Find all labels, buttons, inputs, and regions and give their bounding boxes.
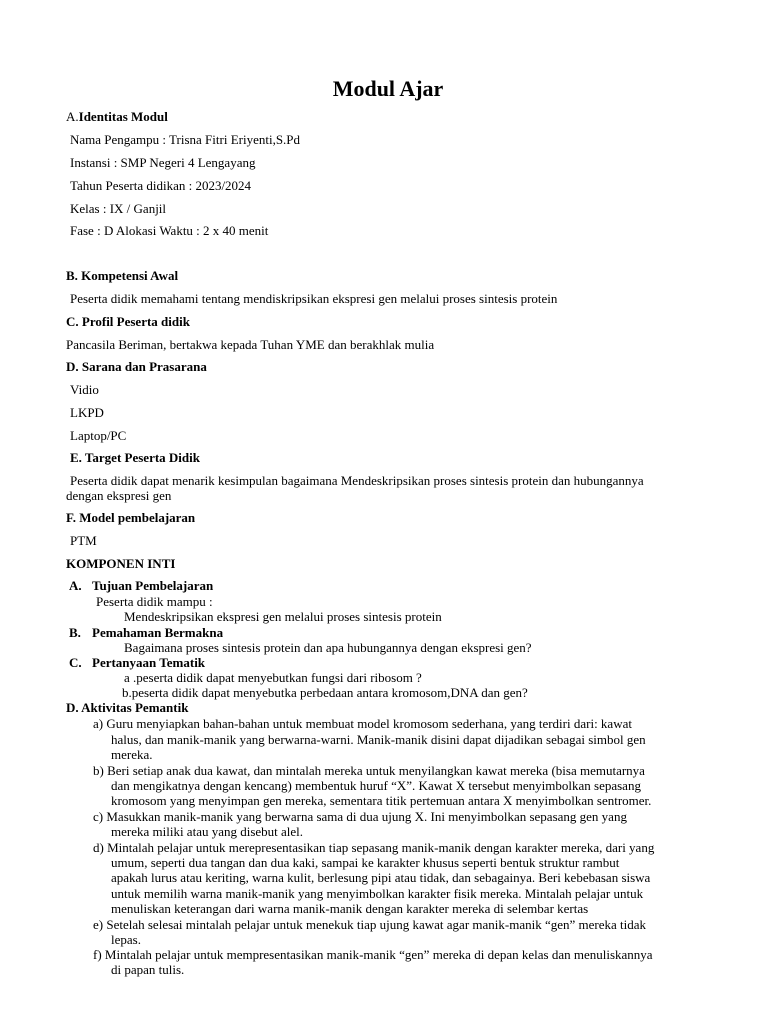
section-sarana-heading: D. Sarana dan Prasarana	[66, 359, 207, 374]
list-label: e)	[93, 917, 104, 932]
identitas-line: Kelas : IX / Ganjil	[70, 201, 167, 216]
list-label: a)	[93, 716, 104, 731]
aktivitas-line: dan mengikatnya dengan kencang) membentuk huruf “X”. Kawat X tersebut menyimbolkan sepasang	[111, 778, 641, 793]
list-label: f)	[93, 947, 102, 962]
kompetensi-text: Peserta didik memahami tentang mendiskripsikan ekspresi gen melalui proses sintesis protein	[70, 291, 558, 306]
tujuan-item: Mendeskripsikan ekspresi gen melalui proses sintesis protein	[124, 609, 442, 624]
aktivitas-line: umum, seperti dua tangan dan dua kaki, sampai ke karakter khusus seperti bentuk struktur rambut	[111, 855, 620, 870]
list-label: c)	[93, 809, 104, 824]
identitas-line: Nama Pengampu : Trisna Fitri Eriyenti,S.Pd	[70, 132, 301, 147]
pertanyaan-heading	[69, 655, 205, 670]
aktivitas-line: Mintalah pelajar untuk merepresentasikan tiap sepasang manik-manik dengan karakter mereka, dari yang	[107, 840, 655, 855]
section-kompetensi-heading: B. Kompetensi Awal	[66, 268, 179, 283]
aktivitas-line: menuliskan keterangan dari warna manik-manik dengan karakter mereka di selembar kertas	[111, 901, 589, 916]
aktivitas-line: Beri setiap anak dua kawat, dan mintalah mereka untuk menyilangkan kawat mereka (bisa memutarnya	[107, 763, 645, 778]
aktivitas-item	[93, 809, 627, 824]
section-identitas-heading	[66, 109, 168, 124]
aktivitas-line: di papan tulis.	[111, 962, 185, 977]
list-label: b)	[93, 763, 104, 778]
profil-text: Pancasila Beriman, bertakwa kepada Tuhan YME dan berakhlak mulia	[66, 337, 435, 352]
section-model-heading: F. Model pembelajaran	[66, 510, 196, 525]
aktivitas-line: apakah lurus atau keriting, warna kulit, berlesung pipi atau tidak, dan sebagainya. Beri kebebasan siswa	[111, 870, 651, 885]
tujuan-intro: Peserta didik mampu :	[96, 594, 213, 609]
aktivitas-line: halus, dan manik-manik yang berwarna-warni. Manik-manik disini dapat dijadikan sebagai simbol gen	[111, 732, 646, 747]
identitas-line: Fase : D Alokasi Waktu : 2 x 40 menit	[70, 223, 269, 238]
sarana-item: Vidio	[70, 382, 99, 397]
aktivitas-line: Guru menyiapkan bahan-bahan untuk membuat model kromosom sederhana, yang terdiri dari: kawat	[106, 716, 632, 731]
model-text: PTM	[70, 533, 97, 548]
aktivitas-item	[93, 917, 646, 932]
tujuan-heading-text: Tujuan Pembelajaran	[92, 578, 214, 593]
target-text-line: dengan ekspresi gen	[66, 488, 172, 503]
section-target-heading: E. Target Peserta Didik	[70, 450, 200, 465]
pemahaman-text: Bagaimana proses sintesis protein dan apa hubungannya dengan ekspresi gen?	[124, 640, 532, 655]
aktivitas-line: mereka miliki atau yang disebut alel.	[111, 824, 304, 839]
tujuan-heading	[69, 578, 213, 593]
sarana-item: Laptop/PC	[70, 428, 127, 443]
section-heading-text: Identitas Modul	[78, 109, 168, 124]
pemahaman-heading-text: Pemahaman Bermakna	[92, 625, 224, 640]
aktivitas-item	[93, 716, 632, 731]
target-text-line: Peserta didik dapat menarik kesimpulan bagaimana Mendeskripsikan proses sintesis protein dan hubungannya	[70, 473, 644, 488]
aktivitas-line: Setelah selesai mintalah pelajar untuk menekuk tiap ujung kawat agar manik-manik “gen” mereka tidak	[106, 917, 647, 932]
aktivitas-line: kromosom yang menyimpan gen mereka, sementara titik pertemuan antara X menyimbolkan sentromer.	[111, 793, 652, 808]
list-label: A.	[69, 578, 82, 593]
pemahaman-heading	[69, 625, 223, 640]
aktivitas-heading: D. Aktivitas Pemantik	[66, 700, 189, 715]
pertanyaan-item: a .peserta didik dapat menyebutkan fungsi dari ribosom ?	[124, 670, 422, 685]
pertanyaan-heading-text: Pertanyaan Tematik	[92, 655, 206, 670]
section-prefix: A.	[66, 109, 79, 124]
pertanyaan-item: b.peserta didik dapat menyebutka perbedaan antara kromosom,DNA dan gen?	[122, 685, 528, 700]
aktivitas-line: lepas.	[111, 932, 141, 947]
aktivitas-line: mereka.	[111, 747, 153, 762]
page-title: Modul Ajar	[332, 76, 444, 101]
list-label: d)	[93, 840, 104, 855]
list-label: C.	[69, 655, 82, 670]
aktivitas-item	[93, 763, 645, 778]
aktivitas-line: Mintalah pelajar untuk mempresentasikan manik-manik “gen” mereka di depan kelas dan menuliskannya	[104, 947, 653, 962]
aktivitas-line: Masukkan manik-manik yang berwarna sama di dua ujung X. Ini menyimbolkan sepasang gen yang	[106, 809, 627, 824]
section-profil-heading: C. Profil Peserta didik	[66, 314, 190, 329]
aktivitas-item	[93, 947, 653, 962]
aktivitas-item	[93, 840, 654, 855]
list-label: B.	[69, 625, 81, 640]
aktivitas-line: untuk memilih warna manik-manik yang menyimbolkan karakter fisik mereka. Mintalah pelajar untuk	[111, 886, 644, 901]
identitas-line: Tahun Peserta didikan : 2023/2024	[70, 178, 252, 193]
sarana-item: LKPD	[70, 405, 104, 420]
komponen-inti-heading: KOMPONEN INTI	[66, 556, 176, 571]
identitas-line: Instansi : SMP Negeri 4 Lengayang	[70, 155, 256, 170]
